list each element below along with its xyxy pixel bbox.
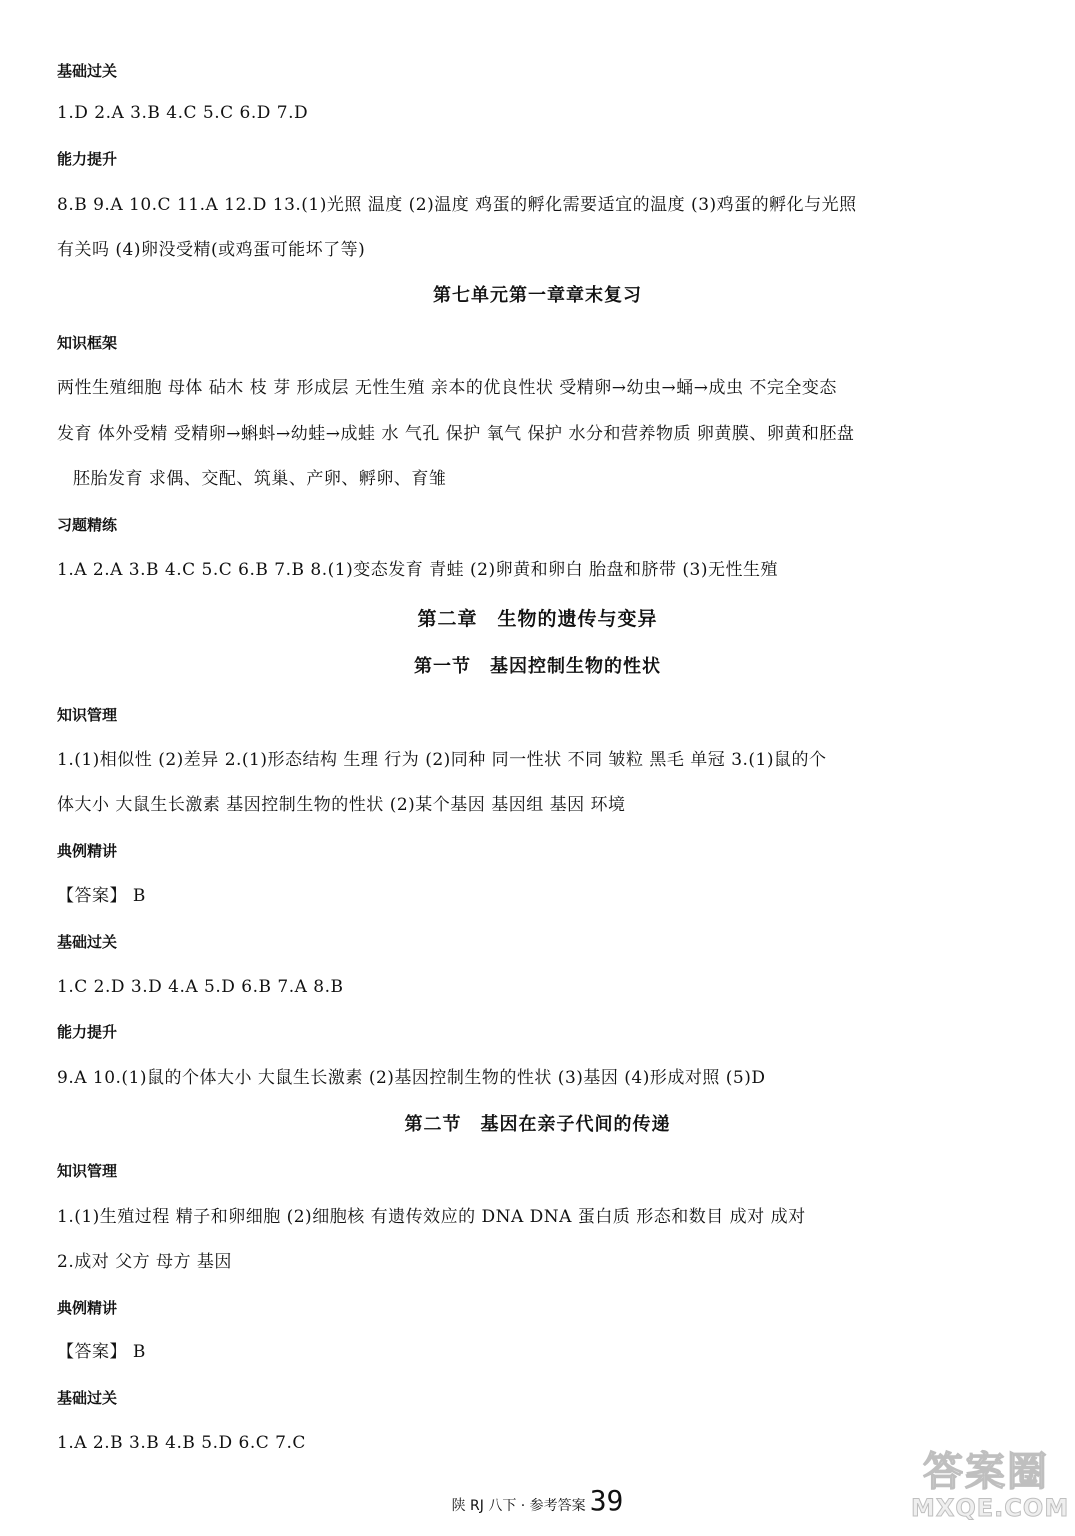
answer-line: 1.(1)相似性 (2)差异 2.(1)形态结构 生理 行为 (2)同种 同一性状 不同 皱粒 黑毛 单冠 3.(1)鼠的个 bbox=[57, 750, 827, 770]
section-title: 第二节 基因在亲子代间的传递 bbox=[404, 1114, 671, 1135]
answer-line: 1.(1)生殖过程 精子和卵细胞 (2)细胞核 有遗传效应的 DNA DNA 蛋白质 形态和数目 成对 成对 bbox=[57, 1207, 806, 1227]
section-label-example: 典例精讲 bbox=[57, 1299, 118, 1317]
answer-line: 胚胎发育 求偶、交配、筑巢、产卵、孵卵、育雏 bbox=[73, 469, 447, 489]
answer-line: 1.D 2.A 3.B 4.C 5.C 6.D 7.D bbox=[57, 103, 309, 123]
answer-line: 1.A 2.A 3.B 4.C 5.C 6.B 7.B 8.(1)变态发育 青蛙 (2)卵黄和卵白 胎盘和脐带 (3)无性生殖 bbox=[57, 560, 778, 580]
answer-line: 8.B 9.A 10.C 11.A 12.D 13.(1)光照 温度 (2)温度 鸡蛋的孵化需要适宜的温度 (3)鸡蛋的孵化与光照 bbox=[57, 195, 857, 215]
answer-line: 9.A 10.(1)鼠的个体大小 大鼠生长激素 (2)基因控制生物的性状 (3)基因 (4)形成对照 (5)D bbox=[57, 1068, 766, 1088]
answer-line: 发育 体外受精 受精卵→蝌蚪→幼蛙→成蛙 水 气孔 保护 氧气 保护 水分和营养物质 卵黄膜、卵黄和胚盘 bbox=[57, 424, 855, 444]
watermark-logo-text: 答案圈 bbox=[923, 1449, 1049, 1495]
watermark-logo bbox=[911, 1440, 1070, 1532]
section-title: 第一节 基因控制生物的性状 bbox=[414, 656, 661, 677]
chapter-review-title: 第七单元第一章章末复习 bbox=[433, 285, 642, 306]
section-label-ability: 能力提升 bbox=[57, 1023, 118, 1041]
answer-line: 【答案】 B bbox=[57, 886, 146, 906]
section-label-basic: 基础过关 bbox=[57, 62, 118, 80]
answer-line: 1.C 2.D 3.D 4.A 5.D 6.B 7.A 8.B bbox=[57, 977, 344, 997]
footer-text: 陕 RJ 八下 · 参考答案 bbox=[451, 1498, 586, 1514]
section-label-practice: 习题精练 bbox=[57, 516, 118, 534]
section-label-example: 典例精讲 bbox=[57, 842, 118, 860]
section-label-basic: 基础过关 bbox=[57, 933, 118, 951]
answer-line: 1.A 2.B 3.B 4.B 5.D 6.C 7.C bbox=[57, 1433, 306, 1453]
answer-line: 【答案】 B bbox=[57, 1342, 146, 1362]
chapter-title: 第二章 生物的遗传与变异 bbox=[417, 608, 658, 630]
section-label-framework: 知识框架 bbox=[57, 334, 118, 352]
section-label-basic: 基础过关 bbox=[57, 1389, 118, 1407]
answer-line: 体大小 大鼠生长激素 基因控制生物的性状 (2)某个基因 基因组 基因 环境 bbox=[57, 795, 626, 815]
section-label-knowledge: 知识管理 bbox=[57, 706, 118, 724]
answer-line: 两性生殖细胞 母体 砧木 枝 芽 形成层 无性生殖 亲本的优良性状 受精卵→幼虫→蛹→成虫 不完全变态 bbox=[57, 378, 837, 398]
answer-line: 2.成对 父方 母方 基因 bbox=[57, 1252, 232, 1272]
watermark-url: MXQE.COM bbox=[911, 1494, 1070, 1522]
section-label-knowledge: 知识管理 bbox=[57, 1162, 118, 1180]
page-number: 39 bbox=[589, 1484, 624, 1517]
section-label-ability: 能力提升 bbox=[57, 150, 118, 168]
answer-line: 有关吗 (4)卵没受精(或鸡蛋可能坏了等) bbox=[57, 240, 366, 260]
